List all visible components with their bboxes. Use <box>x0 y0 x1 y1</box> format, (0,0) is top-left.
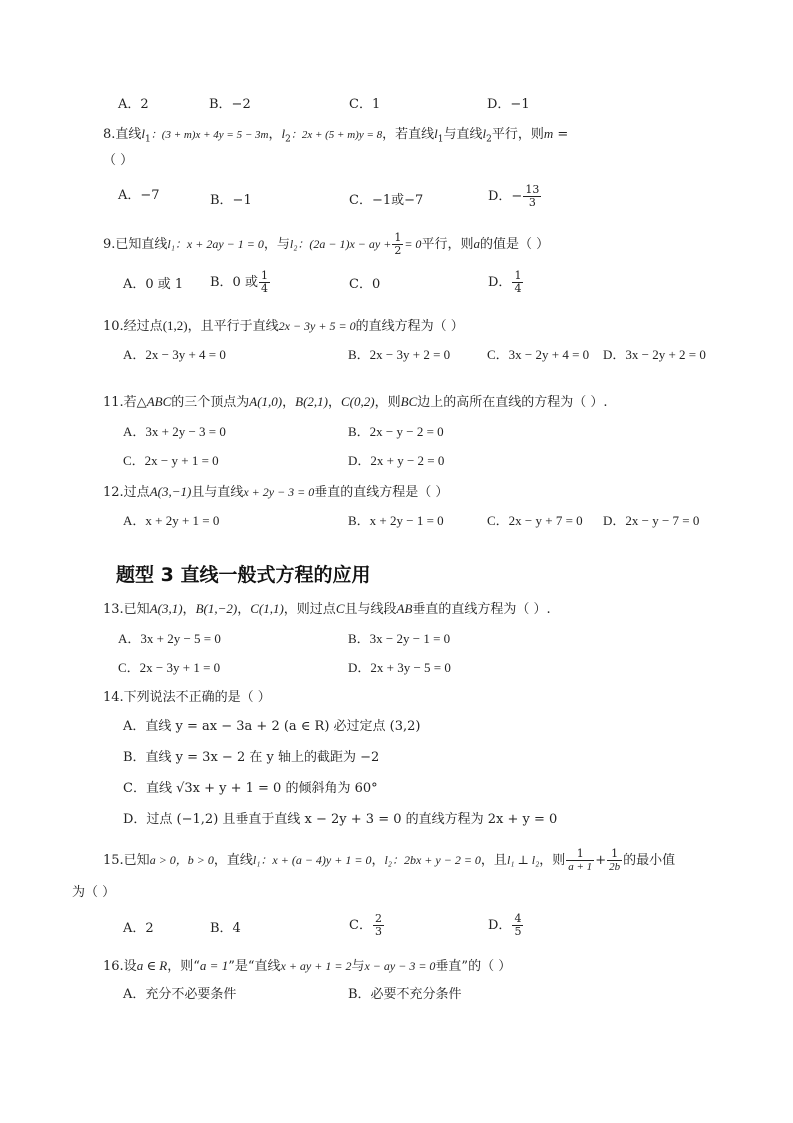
q12-text: 12.过点 <box>103 485 150 500</box>
q9-option-c-row <box>349 276 380 294</box>
q7-option-a: A．2 <box>118 97 149 112</box>
fraction-numerator: 13 <box>525 183 540 196</box>
q13-c: C <box>335 601 345 616</box>
q12-point: A(3,−1) <box>149 484 192 499</box>
q15-text: 15.已知 <box>103 853 150 868</box>
q16-condition: a ∈ R <box>136 958 168 973</box>
q15-fraction-1 <box>566 848 594 873</box>
q8-eq2: ：2x + (5 + m)y = 8 <box>290 129 383 141</box>
q11-stem <box>103 393 608 412</box>
q16-text: 与 <box>351 959 365 974</box>
q8-l2-sub: 2 <box>285 134 291 145</box>
q11-text: ，则 <box>374 395 401 410</box>
q8-number: 8. <box>103 127 116 142</box>
q13-point-b: B(1,−2) <box>195 601 238 616</box>
q15-perp: l₁ ⊥ l₂ <box>506 853 540 867</box>
fraction-denominator: 3 <box>374 925 382 938</box>
fraction-denominator: 2b <box>609 861 621 873</box>
q10-option-c: C．3x − 2y + 4 = 0 <box>487 347 590 362</box>
q13-text: 且与线段 <box>344 602 397 617</box>
q9-text: 9.已知直线 <box>103 237 168 252</box>
fraction-numerator: 4 <box>514 912 522 925</box>
q8-l2-sub: 2 <box>486 134 492 145</box>
q9-eq1: l₁：x + 2ay − 1 = 0 <box>167 237 264 251</box>
q11-text: 边上的高所在直线的方程为（ ）. <box>417 395 608 410</box>
q15-text: ， <box>371 853 385 868</box>
q11-point-b: B(2,1) <box>295 394 328 409</box>
fraction-denominator: 2 <box>394 244 402 257</box>
q11-text: ， <box>328 395 342 410</box>
q15-text: 的最小值 <box>623 853 676 868</box>
fraction-numerator: 1 <box>611 847 619 860</box>
q16-text: ”是“直线 <box>228 959 281 974</box>
q15-stem-continued: 为（ ） <box>72 885 116 900</box>
q16-options <box>123 986 462 1004</box>
fraction-denominator: 3 <box>523 196 541 209</box>
q13-text: ， <box>182 602 196 617</box>
q14-option-c: C．直线 √3x + y + 1 = 0 的倾斜角为 60° <box>123 781 378 796</box>
q8-option-d-fraction <box>523 184 541 209</box>
q15-option-a: A．2 <box>123 921 154 936</box>
q8-m: m <box>543 126 554 141</box>
q13-point-c: C(1,1) <box>250 601 284 616</box>
q15-option-d: D． <box>488 918 512 933</box>
section-heading: 题型 3 直线一般式方程的应用 <box>116 564 371 586</box>
q15-option-b: B．4 <box>210 921 241 936</box>
q12-text: 垂直的直线方程是（ ） <box>314 485 449 500</box>
q13-text: 垂直的直线方程为（ ）. <box>412 602 551 617</box>
q13-text: ，则过点 <box>283 602 336 617</box>
q9-stem <box>103 232 549 257</box>
q8-option-c-row <box>349 192 423 210</box>
q7-option-d: D．−1 <box>487 97 530 112</box>
q16-eq2: x − ay − 3 = 0 <box>364 959 436 973</box>
q11-text: 11.若△ <box>103 395 147 410</box>
q11-option-c: C．2x − y + 1 = 0 <box>123 453 219 468</box>
q11-options-row1 <box>123 423 444 442</box>
fraction-denominator: 4 <box>260 282 268 295</box>
q16-text: ，则“ <box>167 959 200 974</box>
q13-text: 13.已知 <box>103 602 150 617</box>
q8-paren: （ ） <box>103 153 134 168</box>
q9-fraction <box>392 232 403 257</box>
q15-option-c-row <box>349 913 385 938</box>
q10-option-a: A．2x − 3y + 4 = 0 <box>123 347 226 362</box>
q11-point-a: A(1,0) <box>249 394 283 409</box>
q9-eq2: l₂：(2a − 1)x − ay + <box>289 237 392 251</box>
q13-text: ， <box>237 602 251 617</box>
q14-stem: 14.下列说法不正确的是（ ） <box>103 690 271 705</box>
q9-text: 的值是（ ） <box>479 237 550 252</box>
fraction-denominator: a + 1 <box>568 861 593 873</box>
q9-eq2-end: = 0 <box>404 237 422 251</box>
q7-options <box>118 96 530 114</box>
q13-stem <box>103 600 551 619</box>
q8-option-d-row <box>488 184 542 209</box>
q16-option-a: A．充分不必要条件 <box>123 987 237 1002</box>
fraction-numerator: 2 <box>374 912 382 925</box>
q15-fraction-2 <box>607 848 622 873</box>
q15-plus: + <box>595 853 607 868</box>
q8-text: 与直线 <box>443 127 483 142</box>
q10-point: (1,2) <box>162 318 188 333</box>
q12-eq: x + 2y − 3 = 0 <box>243 485 315 499</box>
q9-option-a: A．0 或 1 <box>123 277 184 292</box>
q16-option-b: B．必要不充分条件 <box>348 987 462 1002</box>
q8-l2: l <box>482 126 487 141</box>
q7-option-c: C．1 <box>349 97 381 112</box>
fraction-numerator: 1 <box>260 269 268 282</box>
q8-option-d: D．− <box>488 189 523 204</box>
q9-option-d: D． <box>488 275 512 290</box>
q8-text: 平行，则 <box>491 127 544 142</box>
q10-text: 的直线方程为（ ） <box>355 319 464 334</box>
q15-option-c: C． <box>349 918 372 933</box>
q12-option-b: B．x + 2y − 1 = 0 <box>348 513 444 528</box>
q13-option-a: A．3x + 2y − 5 = 0 <box>118 631 221 646</box>
q12-text: 且与直线 <box>191 485 244 500</box>
q10-text: 10.经过点 <box>103 319 163 334</box>
q14-option-b: B．直线 y = 3x − 2 在 y 轴上的截距为 −2 <box>123 750 380 765</box>
q10-text: ，且平行于直线 <box>187 319 279 334</box>
q9-options <box>123 276 210 294</box>
fraction-denominator: 5 <box>514 925 522 938</box>
q12-options <box>123 512 699 531</box>
q15-text: ，直线 <box>213 853 253 868</box>
fraction-denominator: 4 <box>514 282 522 295</box>
q13-options-row1 <box>118 630 450 649</box>
q13-point-a: A(3,1) <box>149 601 183 616</box>
q11-option-d: D．2x + y − 2 = 0 <box>348 453 445 468</box>
q8-l1: l <box>141 126 146 141</box>
q12-option-c: C．2x − y + 7 = 0 <box>487 513 583 528</box>
q9-option-b-row <box>210 270 271 295</box>
q7-option-b: B．−2 <box>209 97 251 112</box>
q12-stem <box>103 483 448 502</box>
q15-text: ，则 <box>539 853 566 868</box>
q11-point-c: C(0,2) <box>341 394 375 409</box>
q14-option-a: A．直线 y = ax − 3a + 2 (a ∈ R) 必过定点 (3,2) <box>123 719 421 734</box>
q15-condition: a > 0，b > 0 <box>149 853 214 867</box>
q9-variable: a <box>473 236 480 251</box>
q14-option-d: D．过点 (−1,2) 且垂直于直线 x − 2y + 3 = 0 的直线方程为 2x + y = 0 <box>123 812 558 827</box>
q11-options-row2 <box>123 452 444 471</box>
q16-eq1: x + ay + 1 = 2 <box>280 959 352 973</box>
q11-text: ， <box>282 395 296 410</box>
q13-option-d: D．2x + 3y − 5 = 0 <box>348 660 451 675</box>
q9-option-d-row <box>488 270 524 295</box>
fraction-numerator: 1 <box>576 847 584 860</box>
q11-option-a: A．3x + 2y − 3 = 0 <box>123 424 226 439</box>
q10-option-b: B．2x − 3y + 2 = 0 <box>348 347 451 362</box>
q16-text: 16.设 <box>103 959 137 974</box>
q11-option-b: B．2x − y − 2 = 0 <box>348 424 444 439</box>
q10-options <box>123 346 706 365</box>
q10-eq: 2x − 3y + 5 = 0 <box>278 319 356 333</box>
q13-option-c: C．2x − 3y + 1 = 0 <box>118 660 221 675</box>
q15-text: ，且 <box>480 853 507 868</box>
q8-l2: l <box>281 126 286 141</box>
q15-option-c-fraction <box>373 913 384 938</box>
fraction-numerator: 1 <box>514 269 522 282</box>
q8-stem <box>103 125 568 149</box>
q16-text: 垂直”的（ ） <box>435 959 512 974</box>
q12-option-a: A．x + 2y + 1 = 0 <box>123 513 220 528</box>
q8-text: ， <box>268 127 282 142</box>
q15-option-a-row <box>123 920 154 938</box>
q10-option-d: D．3x − 2y + 2 = 0 <box>603 347 706 362</box>
q11-bc: BC <box>400 394 418 409</box>
fraction-numerator: 1 <box>394 231 402 244</box>
q8-eq1: ：(3 + m)x + 4y = 5 − 3m <box>150 129 269 141</box>
q8-text: 直线 <box>115 127 142 142</box>
q15-option-b-row <box>210 920 241 938</box>
q9-text: 平行，则 <box>421 237 474 252</box>
q16-stem <box>103 957 511 976</box>
q8-text: = <box>553 127 569 142</box>
q8-option-a: A．−7 <box>118 188 160 203</box>
q15-eq2: l₂：2bx + y − 2 = 0 <box>384 853 481 867</box>
q11-triangle: ABC <box>146 394 172 409</box>
q9-option-c: C．0 <box>349 277 381 292</box>
q9-option-b-fraction <box>259 270 270 295</box>
q8-option-b-row <box>210 192 252 210</box>
q12-option-d: D．2x − y − 7 = 0 <box>603 513 700 528</box>
q8-option-c: C．−1或−7 <box>349 193 424 208</box>
q9-option-b: B．0 或 <box>210 275 258 290</box>
q10-stem <box>103 317 464 336</box>
q15-stem <box>103 848 675 873</box>
q9-option-d-fraction <box>512 270 523 295</box>
q16-eq: a = 1 <box>199 958 229 973</box>
q15-option-d-fraction <box>512 913 523 938</box>
q13-option-b: B．3x − 2y − 1 = 0 <box>348 631 451 646</box>
q8-l1-sub: 1 <box>437 134 444 145</box>
q8-text: ，若直线 <box>382 127 435 142</box>
q13-options-row2 <box>118 659 451 678</box>
q8-option-b: B．−1 <box>210 193 252 208</box>
q15-eq1: l₁：x + (a − 4)y + 1 = 0 <box>252 853 372 867</box>
q8-l1-sub: 1 <box>145 134 151 145</box>
q9-text: ，与 <box>263 237 290 252</box>
q15-option-d-row <box>488 913 524 938</box>
q13-ab: AB <box>396 601 413 616</box>
q8-l1: l <box>434 126 438 141</box>
q11-text: 的三个顶点为 <box>171 395 250 410</box>
